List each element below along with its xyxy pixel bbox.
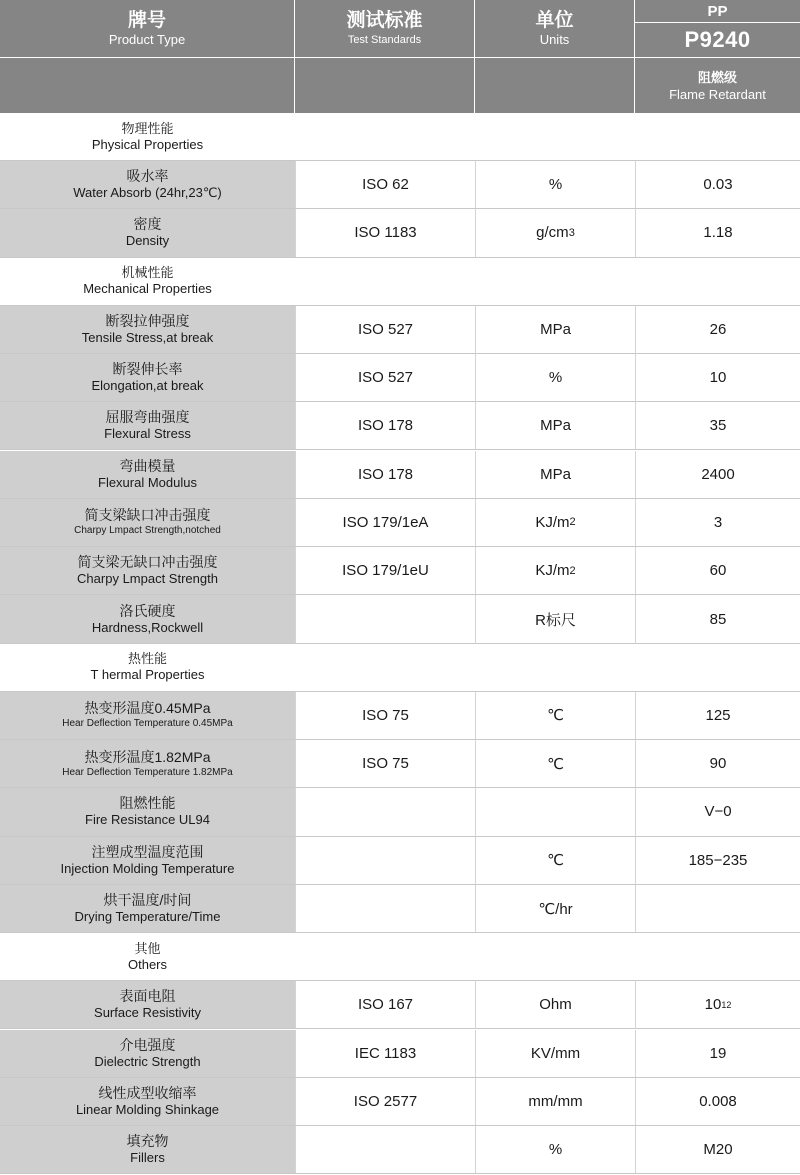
unit-text: MPa	[540, 320, 571, 338]
test-standard-text: ISO 75	[362, 706, 409, 724]
table-row	[0, 595, 800, 643]
unit-text: ℃	[547, 707, 564, 725]
header-blank-1	[0, 58, 295, 113]
property-name-en: Hear Deflection Temperature 0.45MPa	[62, 718, 233, 730]
unit-exponent: 2	[569, 516, 576, 529]
value-cell	[635, 499, 800, 546]
property-name-en: Drying Temperature/Time	[74, 909, 221, 925]
property-name	[0, 209, 295, 256]
header-grade-zh: 阻燃级	[697, 69, 737, 85]
table-row	[0, 692, 800, 740]
unit-text: g/cm	[536, 224, 569, 242]
section-title-zh: 热性能	[127, 651, 167, 667]
table-row	[0, 499, 800, 547]
property-name-zh: 吸水率	[126, 168, 169, 185]
header-units-zh: 单位	[535, 9, 574, 31]
value-text: 1.18	[703, 224, 733, 242]
property-name-en: Dielectric Strength	[94, 1053, 201, 1069]
test-standard-text: ISO 1183	[354, 224, 417, 242]
table-row	[0, 451, 800, 499]
value-cell	[635, 306, 800, 353]
unit-exponent: 2	[569, 564, 576, 577]
table-row	[0, 1030, 800, 1078]
unit-cell	[475, 1078, 635, 1125]
property-name-en: Fillers	[130, 1150, 165, 1166]
unit-text: %	[548, 369, 563, 387]
test-standard-cell	[295, 885, 475, 932]
value-cell	[635, 209, 800, 256]
property-name	[0, 306, 295, 353]
unit-text: Ohm	[539, 996, 572, 1014]
property-name	[0, 885, 295, 932]
property-name	[0, 788, 295, 835]
test-standard-cell	[295, 354, 475, 401]
property-name-en: Charpy Lmpact Strength	[77, 571, 218, 587]
section-header	[0, 113, 800, 161]
test-standard-text: ISO 62	[362, 176, 409, 194]
table-row	[0, 161, 800, 209]
value-text: 125	[705, 706, 731, 724]
section-header	[0, 644, 800, 692]
property-name	[0, 354, 295, 401]
header-grade	[635, 58, 800, 113]
property-name-zh: 烘干温度/时间	[103, 892, 192, 909]
property-name	[0, 1126, 295, 1173]
table-row	[0, 837, 800, 885]
property-name-zh: 阻燃性能	[119, 795, 176, 812]
value-cell	[635, 595, 800, 642]
table-row	[0, 209, 800, 257]
value-text: 19	[709, 1044, 727, 1062]
header-material: PP	[707, 2, 728, 20]
property-name-zh: 洛氏硬度	[119, 602, 176, 619]
test-standard-cell	[295, 161, 475, 208]
value-text: 10	[709, 369, 727, 387]
test-standard-text: ISO 2577	[353, 1092, 418, 1110]
property-name	[0, 1078, 295, 1125]
value-cell	[635, 885, 800, 932]
header-blank-2	[295, 58, 475, 113]
test-standard-cell	[295, 499, 475, 546]
table-row	[0, 306, 800, 354]
property-name	[0, 740, 295, 787]
header-model: P9240	[684, 27, 751, 52]
table-row	[0, 981, 800, 1029]
test-standard-cell	[295, 595, 475, 642]
value-text: 10	[704, 996, 722, 1014]
value-cell	[635, 837, 800, 884]
property-name-zh: 简支梁无缺口冲击强度	[77, 554, 218, 571]
property-name	[0, 547, 295, 594]
unit-cell	[475, 837, 635, 884]
property-name-zh: 表面电阻	[119, 988, 176, 1005]
test-standard-cell	[295, 402, 475, 449]
value-cell	[635, 740, 800, 787]
table-row	[0, 547, 800, 595]
test-standard-text: ISO 75	[362, 755, 409, 773]
value-text: 2400	[701, 465, 735, 483]
header-product-type	[0, 0, 295, 57]
section-title-zh: 机械性能	[121, 265, 174, 281]
unit-cell	[475, 161, 635, 208]
section-header	[0, 258, 800, 306]
table-row	[0, 788, 800, 836]
unit-text: KV/mm	[530, 1044, 581, 1062]
value-text: 0.03	[703, 176, 733, 194]
unit-cell	[475, 692, 635, 739]
property-name-en: Flexural Stress	[104, 426, 191, 442]
header-test-standards	[295, 0, 475, 57]
header-standards-en: Test Standards	[347, 33, 422, 46]
test-standard-cell	[295, 209, 475, 256]
value-text: V−0	[704, 803, 732, 821]
test-standard-cell	[295, 547, 475, 594]
test-standard-cell	[295, 788, 475, 835]
section-title-en: T hermal Properties	[90, 667, 205, 683]
unit-text: %	[548, 176, 563, 194]
unit-cell	[475, 209, 635, 256]
property-name-en: Tensile Stress,at break	[81, 329, 214, 345]
unit-cell	[475, 451, 635, 498]
value-cell	[635, 1078, 800, 1125]
header-blank-3	[475, 58, 635, 113]
value-cell	[635, 161, 800, 208]
property-name	[0, 692, 295, 739]
table-header	[0, 0, 800, 113]
header-standards-zh: 测试标准	[346, 9, 423, 31]
unit-cell	[475, 788, 635, 835]
property-name	[0, 837, 295, 884]
test-standard-text: ISO 527	[357, 369, 414, 387]
value-cell	[635, 788, 800, 835]
unit-text: MPa	[540, 417, 571, 435]
unit-cell	[475, 1126, 635, 1173]
unit-exponent: 3	[568, 226, 575, 239]
property-name-zh: 注塑成型温度范围	[91, 843, 204, 860]
property-name-en: Injection Molding Temperature	[60, 860, 235, 876]
value-text: 0.008	[699, 1092, 737, 1110]
value-text: 60	[709, 562, 727, 580]
value-text: M20	[703, 1141, 733, 1159]
test-standard-text: ISO 178	[357, 417, 414, 435]
value-cell	[635, 451, 800, 498]
unit-cell	[475, 1030, 635, 1077]
property-name	[0, 595, 295, 642]
unit-text: R标尺	[535, 611, 576, 629]
test-standard-text: ISO 179/1eA	[342, 513, 429, 531]
property-name-zh: 填充物	[126, 1133, 169, 1150]
property-name-zh: 热变形温度0.45MPa	[84, 700, 211, 717]
property-name	[0, 1030, 295, 1077]
property-name-zh: 断裂拉伸强度	[105, 312, 190, 329]
property-name-en: Surface Resistivity	[94, 1005, 201, 1021]
test-standard-text: IEC 1183	[354, 1044, 417, 1062]
unit-text: KJ/m	[535, 513, 570, 531]
property-name-en: Elongation,at break	[91, 378, 204, 394]
unit-text: KJ/m	[535, 562, 570, 580]
property-name-en: Fire Resistance UL94	[85, 812, 210, 828]
value-text: 90	[709, 755, 727, 773]
unit-cell	[475, 547, 635, 594]
test-standard-cell	[295, 1030, 475, 1077]
property-name-zh: 热变形温度1.82MPa	[84, 748, 211, 765]
table-row	[0, 402, 800, 450]
property-name	[0, 499, 295, 546]
unit-cell	[475, 499, 635, 546]
section-label	[0, 113, 295, 160]
unit-cell	[475, 981, 635, 1028]
header-units-en: Units	[539, 31, 570, 47]
property-name-en: Hardness,Rockwell	[91, 619, 204, 635]
section-title-en: Physical Properties	[91, 136, 204, 152]
value-cell	[635, 981, 800, 1028]
value-cell	[635, 402, 800, 449]
section-label	[0, 644, 295, 691]
header-product-en: Product Type	[108, 31, 186, 47]
property-name	[0, 402, 295, 449]
test-standard-cell	[295, 692, 475, 739]
unit-cell	[475, 402, 635, 449]
property-name-zh: 断裂伸长率	[112, 361, 183, 378]
value-text: 185−235	[688, 851, 748, 869]
property-name	[0, 161, 295, 208]
property-name-zh: 介电强度	[119, 1036, 176, 1053]
test-standard-cell	[295, 981, 475, 1028]
value-text: 85	[709, 610, 727, 628]
test-standard-text: ISO 179/1eU	[342, 562, 429, 580]
property-name	[0, 981, 295, 1028]
value-cell	[635, 692, 800, 739]
property-name-en: Hear Deflection Temperature 1.82MPa	[62, 766, 233, 778]
test-standard-cell	[295, 1126, 475, 1173]
test-standard-text: ISO 527	[357, 320, 414, 338]
unit-text: ℃/hr	[538, 900, 573, 918]
unit-cell	[475, 740, 635, 787]
test-standard-text: ISO 178	[357, 465, 414, 483]
section-title-zh: 物理性能	[121, 120, 174, 136]
unit-text: ℃	[547, 755, 564, 773]
section-label	[0, 933, 295, 980]
property-name-zh: 简支梁缺口冲击强度	[84, 507, 211, 524]
property-name-en: Charpy Lmpact Strength,notched	[74, 525, 221, 537]
header-units	[475, 0, 635, 57]
section-title-en: Mechanical Properties	[83, 281, 212, 297]
section-title-zh: 其他	[134, 940, 161, 956]
test-standard-cell	[295, 306, 475, 353]
property-name-en: Linear Molding Shinkage	[75, 1101, 220, 1117]
value-cell	[635, 1030, 800, 1077]
value-exponent: 12	[721, 999, 732, 1010]
value-cell	[635, 1126, 800, 1173]
value-cell	[635, 547, 800, 594]
unit-text: MPa	[540, 465, 571, 483]
table-row	[0, 885, 800, 933]
property-name-zh: 密度	[133, 216, 162, 233]
unit-cell	[475, 354, 635, 401]
table-row	[0, 1126, 800, 1174]
unit-text: ℃	[547, 852, 564, 870]
test-standard-text: ISO 167	[357, 996, 414, 1014]
property-name-en: Density	[125, 233, 170, 249]
test-standard-cell	[295, 451, 475, 498]
value-text: 3	[713, 513, 723, 531]
section-header	[0, 933, 800, 981]
unit-text: mm/mm	[528, 1092, 583, 1110]
test-standard-cell	[295, 1078, 475, 1125]
header-grade-en: Flame Retardant	[669, 86, 766, 102]
value-text: 35	[709, 417, 727, 435]
table-row	[0, 354, 800, 402]
test-standard-cell	[295, 837, 475, 884]
property-name-zh: 屈服弯曲强度	[105, 409, 190, 426]
section-label	[0, 258, 295, 305]
property-name-zh: 线性成型收缩率	[98, 1084, 197, 1101]
test-standard-cell	[295, 740, 475, 787]
section-title-en: Others	[127, 956, 167, 972]
unit-text: %	[548, 1141, 563, 1159]
value-text: 26	[709, 320, 727, 338]
table-row	[0, 1078, 800, 1126]
value-cell	[635, 354, 800, 401]
property-name-en: Flexural Modulus	[98, 474, 197, 490]
property-name-en: Water Absorb (24hr,23℃)	[73, 185, 222, 201]
table-row	[0, 740, 800, 788]
unit-cell	[475, 306, 635, 353]
unit-cell	[475, 885, 635, 932]
unit-cell	[475, 595, 635, 642]
property-name	[0, 451, 295, 498]
property-name-zh: 弯曲模量	[119, 457, 176, 474]
header-product-zh: 牌号	[127, 9, 166, 31]
